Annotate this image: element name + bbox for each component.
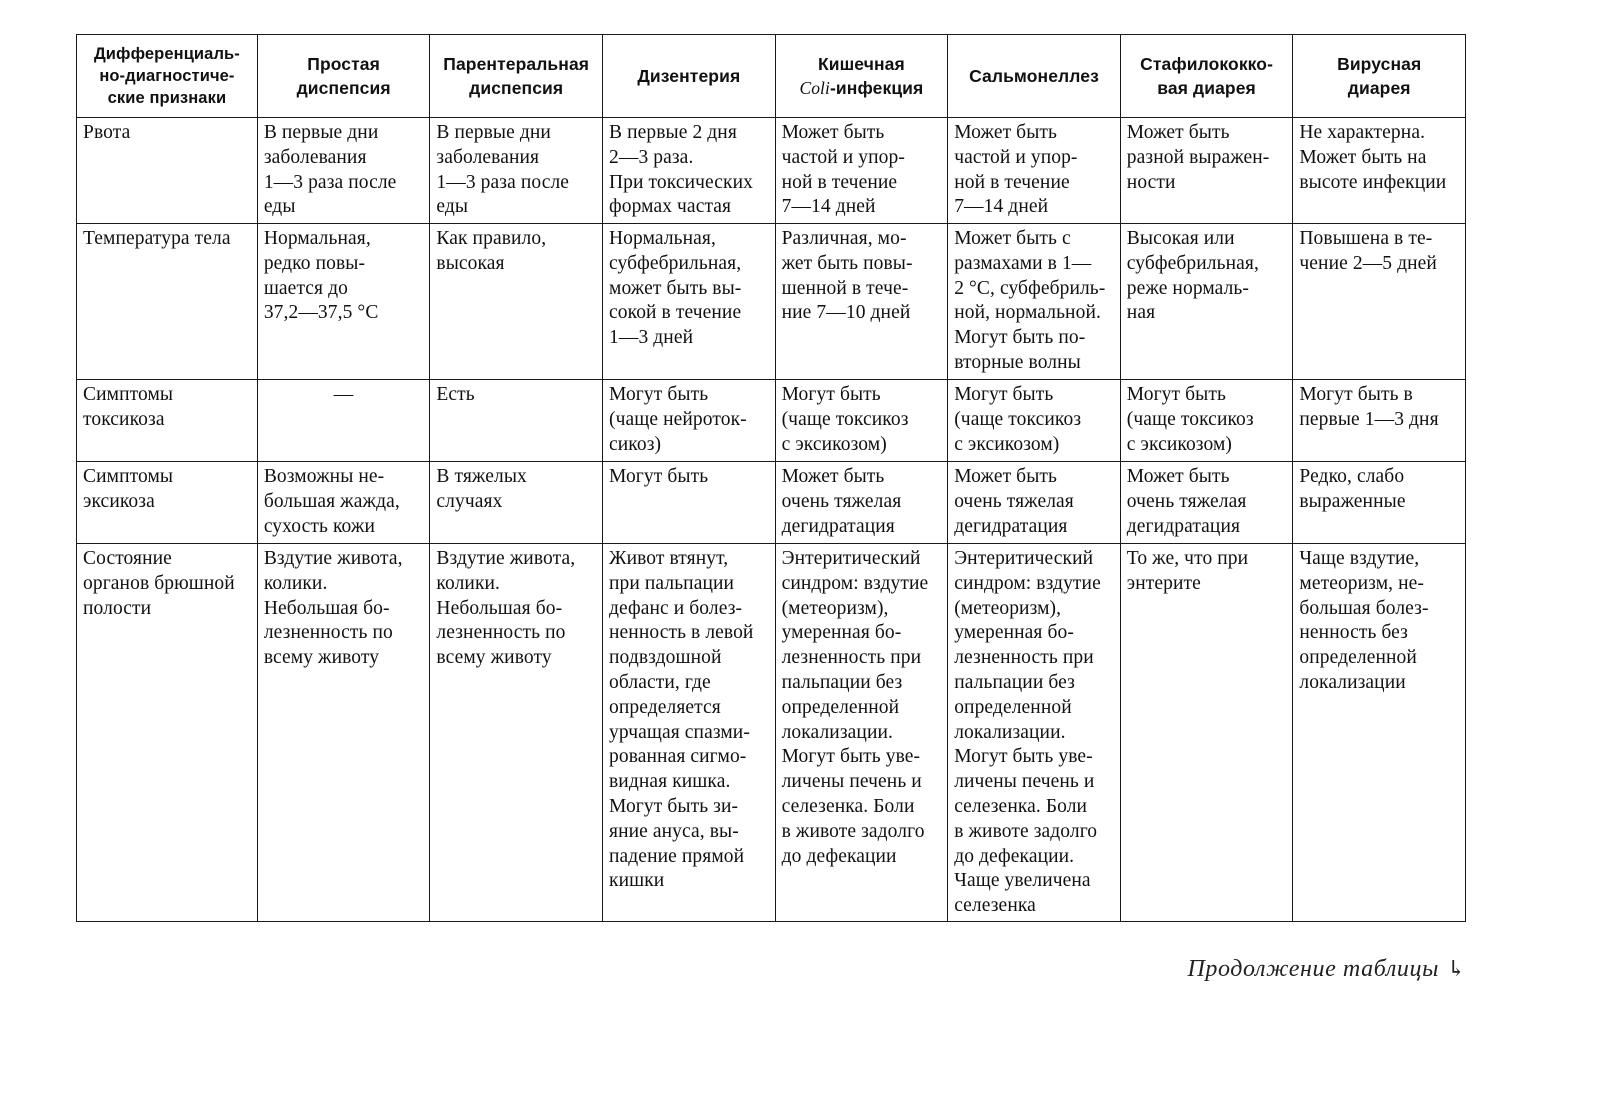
- table-cell: В первые 2 дня 2—3 раза. При токсических формах частая: [603, 118, 776, 224]
- table-cell: Не характерна. Может быть на высоте инфекции: [1293, 118, 1466, 224]
- table-page: [76, 34, 1466, 922]
- table-cell: Чаще вздутие, метеоризм, не- большая болез- ненность без определенной локализации: [1293, 544, 1466, 922]
- table-cell: Могут быть (чаще нейроток- сикоз): [603, 380, 776, 462]
- table-cell: Различная, мо- жет быть повы- шенной в тече- ние 7—10 дней: [775, 224, 948, 380]
- table-cell: Может быть очень тяжелая дегидратация: [948, 462, 1121, 544]
- row-label: Температура тела: [77, 224, 258, 380]
- turn-arrow-icon: ↳: [1446, 956, 1466, 981]
- table-row: [77, 118, 1466, 224]
- table-cell: Могут быть (чаще токсикоз с эксикозом): [1120, 380, 1293, 462]
- table-row: [77, 462, 1466, 544]
- row-label: Состояние органов брюшной полости: [77, 544, 258, 922]
- table-cell: Может быть очень тяжелая дегидратация: [1120, 462, 1293, 544]
- table-cell: Повышена в те- чение 2—5 дней: [1293, 224, 1466, 380]
- table-cell: Могут быть (чаще токсикоз с эксикозом): [948, 380, 1121, 462]
- table-cell: Может быть разной выражен- ности: [1120, 118, 1293, 224]
- column-header: Вирусная диарея: [1293, 35, 1466, 118]
- table-cell: В тяжелых случаях: [430, 462, 603, 544]
- table-cell: —: [257, 380, 430, 462]
- table-cell: Может быть очень тяжелая дегидратация: [775, 462, 948, 544]
- table-cell: Высокая или субфебрильная, реже нормаль- ная: [1120, 224, 1293, 380]
- table-row: [77, 544, 1466, 922]
- row-label: Симптомы эксикоза: [77, 462, 258, 544]
- table-cell: В первые дни заболевания 1—3 раза после еды: [257, 118, 430, 224]
- column-header: Стафилококко- вая диарея: [1120, 35, 1293, 118]
- column-header: Кишечная Coli-инфекция: [775, 35, 948, 118]
- table-cell: Может быть с размахами в 1— 2 °С, субфебриль- ной, нормальной. Могут быть по- вторные волны: [948, 224, 1121, 380]
- table-cell: Могут быть (чаще токсикоз с эксикозом): [775, 380, 948, 462]
- row-label: Рвота: [77, 118, 258, 224]
- table-cell: Нормальная, редко повы- шается до 37,2—37,5 °С: [257, 224, 430, 380]
- table-cell: Вздутие живота, колики. Небольшая бо- лезненность по всему животу: [257, 544, 430, 922]
- table-cell: Могут быть: [603, 462, 776, 544]
- table-cell: Энтеритический синдром: вздутие (метеоризм), умеренная бо- лезненность при пальпации без определенной локализации. Могут быть уве- личены печень и селезенка. Боли в животе задолго до дефекации: [775, 544, 948, 922]
- table-row: [77, 224, 1466, 380]
- table-cell: Энтеритический синдром: вздутие (метеоризм), умеренная бо- лезненность при пальпации без определенной локализации. Могут быть уве- личены печень и селезенка. Боли в животе задолго до дефекации. Чаще увеличена селезенка: [948, 544, 1121, 922]
- table-cell: Могут быть в первые 1—3 дня: [1293, 380, 1466, 462]
- table-row: [77, 380, 1466, 462]
- row-label: Симптомы токсикоза: [77, 380, 258, 462]
- column-header: Сальмонеллез: [948, 35, 1121, 118]
- table-cell: То же, что при энтерите: [1120, 544, 1293, 922]
- table-cell: Может быть частой и упор- ной в течение 7—14 дней: [948, 118, 1121, 224]
- table-cell: Как правило, высокая: [430, 224, 603, 380]
- table-cell: Может быть частой и упор- ной в течение 7—14 дней: [775, 118, 948, 224]
- column-header: Дифференциаль- но-диагностиче- ские признаки: [77, 35, 258, 118]
- differential-diagnosis-table: [76, 34, 1466, 922]
- column-header: Парентеральная диспепсия: [430, 35, 603, 118]
- table-cell: Живот втянут, при пальпации дефанс и болез- ненность в левой подвздошной области, где определяется урчащая спазми- рованная сигмо- видная кишка. Могут быть зи- яние ануса, вы- падение прямой кишки: [603, 544, 776, 922]
- table-header-row: [77, 35, 1466, 118]
- table-cell: Есть: [430, 380, 603, 462]
- column-header: Дизентерия: [603, 35, 776, 118]
- continuation-label: Продолжение таблицы: [1187, 956, 1439, 982]
- table-continuation-note: [1187, 956, 1466, 983]
- column-header: Простая диспепсия: [257, 35, 430, 118]
- table-cell: Нормальная, субфебрильная, может быть вы- сокой в течение 1—3 дней: [603, 224, 776, 380]
- table-cell: В первые дни заболевания 1—3 раза после еды: [430, 118, 603, 224]
- table-cell: Возможны не- большая жажда, сухость кожи: [257, 462, 430, 544]
- table-cell: Вздутие живота, колики. Небольшая бо- лезненность по всему животу: [430, 544, 603, 922]
- table-cell: Редко, слабо выраженные: [1293, 462, 1466, 544]
